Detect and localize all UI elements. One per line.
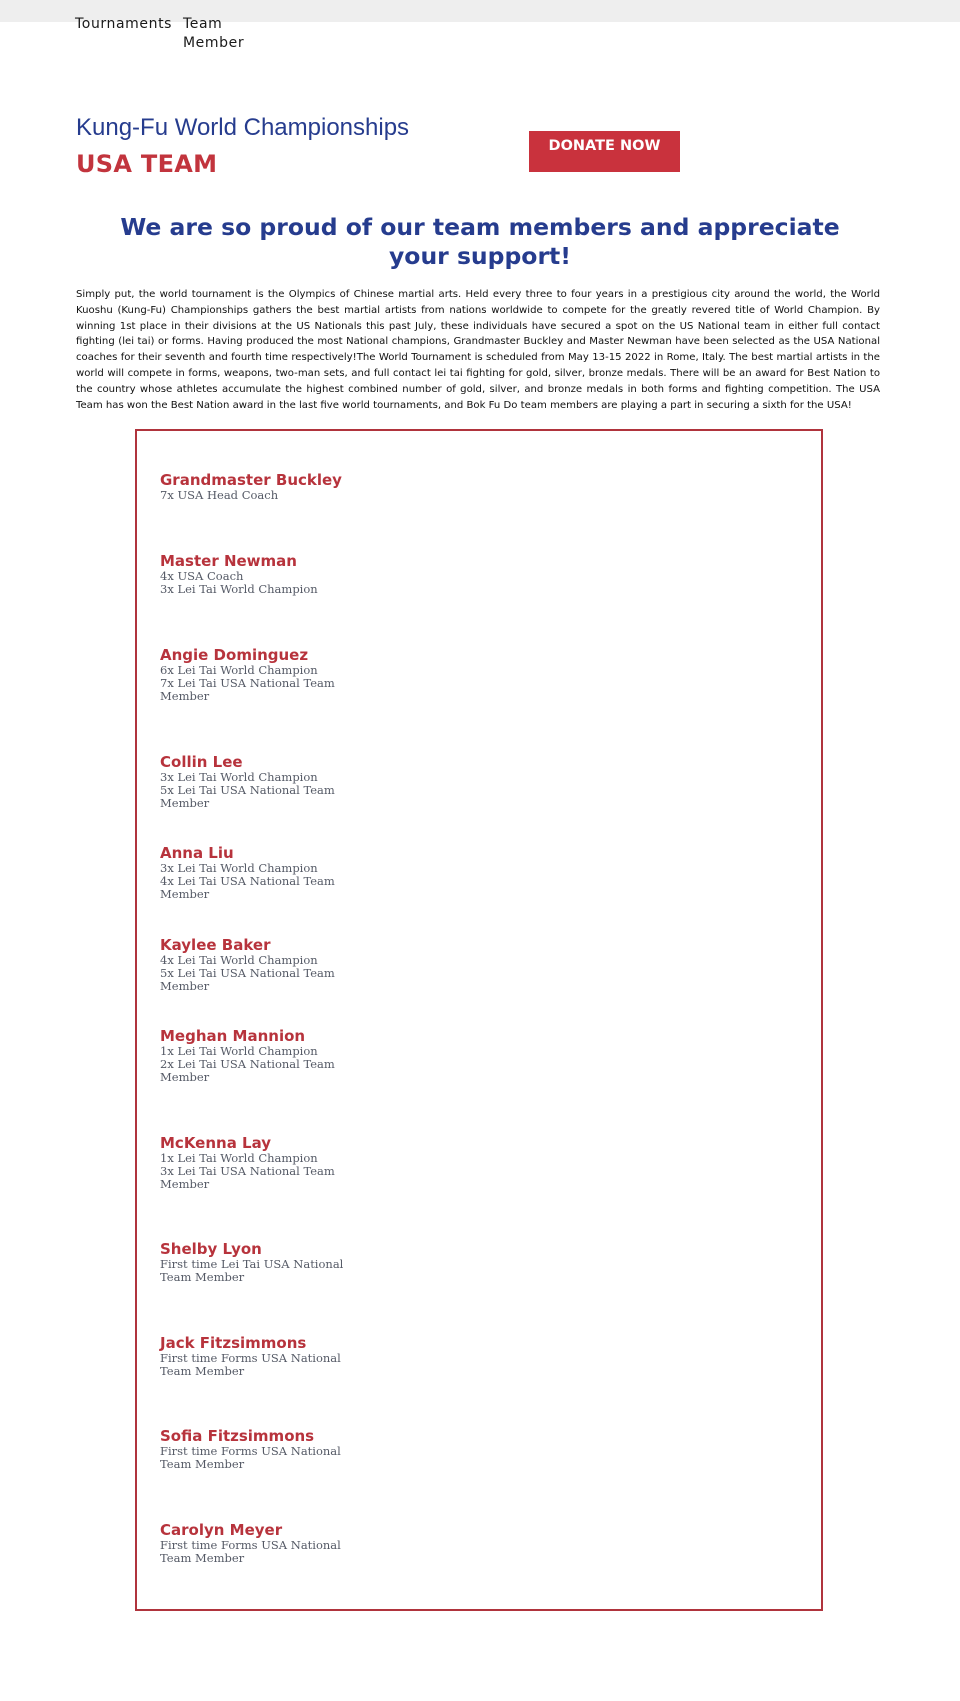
member-detail: 3x Lei Tai World Champion (160, 582, 318, 596)
member-detail: First time Forms USA National (160, 1444, 341, 1458)
member-detail: 7x Lei Tai USA National Team (160, 676, 335, 690)
member-detail: 1x Lei Tai World Champion (160, 1044, 318, 1058)
member-detail: Team Member (160, 1551, 245, 1565)
member-name: Grandmaster Buckley (160, 471, 342, 489)
member-detail: 3x Lei Tai USA National Team (160, 1164, 335, 1178)
member-detail: Member (160, 689, 210, 703)
member-detail: 4x Lei Tai World Champion (160, 953, 318, 967)
team-member-card (160, 646, 380, 703)
member-name: Shelby Lyon (160, 1240, 262, 1258)
member-detail: Member (160, 1070, 210, 1084)
team-member-card (160, 1240, 380, 1284)
member-detail: 4x Lei Tai USA National Team (160, 874, 335, 888)
member-name: Collin Lee (160, 753, 243, 771)
member-detail: First time Forms USA National (160, 1538, 341, 1552)
member-detail: 5x Lei Tai USA National Team (160, 783, 335, 797)
member-detail: Member (160, 796, 210, 810)
page-headline: We are so proud of our team members and appreciate your support! (120, 213, 840, 270)
member-detail: 4x USA Coach (160, 569, 244, 583)
team-member-card (160, 844, 380, 901)
member-detail: 7x USA Head Coach (160, 488, 279, 502)
member-detail: 1x Lei Tai World Champion (160, 1151, 318, 1165)
team-member-card (160, 552, 380, 596)
donate-now-button[interactable]: DONATE NOW (529, 131, 680, 172)
team-member-card (160, 936, 380, 993)
team-member-card (160, 1427, 380, 1471)
intro-paragraph: Simply put, the world tournament is the Olympics of Chinese martial arts. Held every three to four years in a prestigious city around the world, the World Kuoshu (Kung-Fu) Championships gathers the best martial artists from nations worldwide to compete for the greatly revered title of World Champion. By winning 1st place in their divisions at the US Nationals this past July, these individuals have secured a spot on the US National team in either full contact fighting (lei tai) or forms. Having produced the most National champions, Grandmaster Buckley and Master Newman have been selected as the USA National coaches for their seventh and fourth time respectively!The World Tournament is scheduled from May 13-15 2022 in Rome, Italy. The best martial artists in the world will compete in forms, weapons, two-man sets, and full contact lei tai fighting for gold, silver, bronze medals. There will be an award for Best Nation to the country whose athletes accumulate the highest combined number of gold, silver, and bronze medals in both forms and fighting competition. The USA Team has won the Best Nation award in the last five world tournaments, and Bok Fu Do team members are playing a part in securing a sixth for the USA! (76, 289, 880, 411)
team-member-card (160, 753, 380, 810)
member-detail: Team Member (160, 1364, 245, 1378)
member-name: Sofia Fitzsimmons (160, 1427, 315, 1445)
team-member-card (160, 471, 380, 502)
member-name: Master Newman (160, 552, 297, 570)
member-detail: 3x Lei Tai World Champion (160, 861, 318, 875)
team-title: USA TEAM (76, 150, 218, 178)
member-name: Angie Dominguez (160, 646, 309, 664)
member-name: Jack Fitzsimmons (160, 1334, 307, 1352)
team-member-card (160, 1134, 380, 1191)
member-name: Anna Liu (160, 844, 234, 862)
member-detail: Member (160, 887, 210, 901)
member-detail: 3x Lei Tai World Champion (160, 770, 318, 784)
member-detail: First time Lei Tai USA National (160, 1257, 344, 1271)
team-member-card (160, 1521, 380, 1565)
member-name: Kaylee Baker (160, 936, 271, 954)
member-detail: 6x Lei Tai World Champion (160, 663, 318, 677)
member-detail: Team Member (160, 1270, 245, 1284)
team-member-card (160, 1334, 380, 1378)
event-title: Kung-Fu World Championships (76, 114, 410, 141)
member-name: McKenna Lay (160, 1134, 272, 1152)
member-detail: First time Forms USA National (160, 1351, 341, 1365)
member-name: Carolyn Meyer (160, 1521, 283, 1539)
member-name: Meghan Mannion (160, 1027, 306, 1045)
nav-tournaments[interactable]: Tournaments (75, 16, 173, 32)
member-detail: Member (160, 1177, 210, 1191)
member-detail: 2x Lei Tai USA National Team (160, 1057, 335, 1071)
member-detail: Team Member (160, 1457, 245, 1471)
member-detail: 5x Lei Tai USA National Team (160, 966, 335, 980)
team-member-card (160, 1027, 380, 1084)
member-detail: Member (160, 979, 210, 993)
nav-team-member[interactable]: Team Member (183, 16, 245, 51)
